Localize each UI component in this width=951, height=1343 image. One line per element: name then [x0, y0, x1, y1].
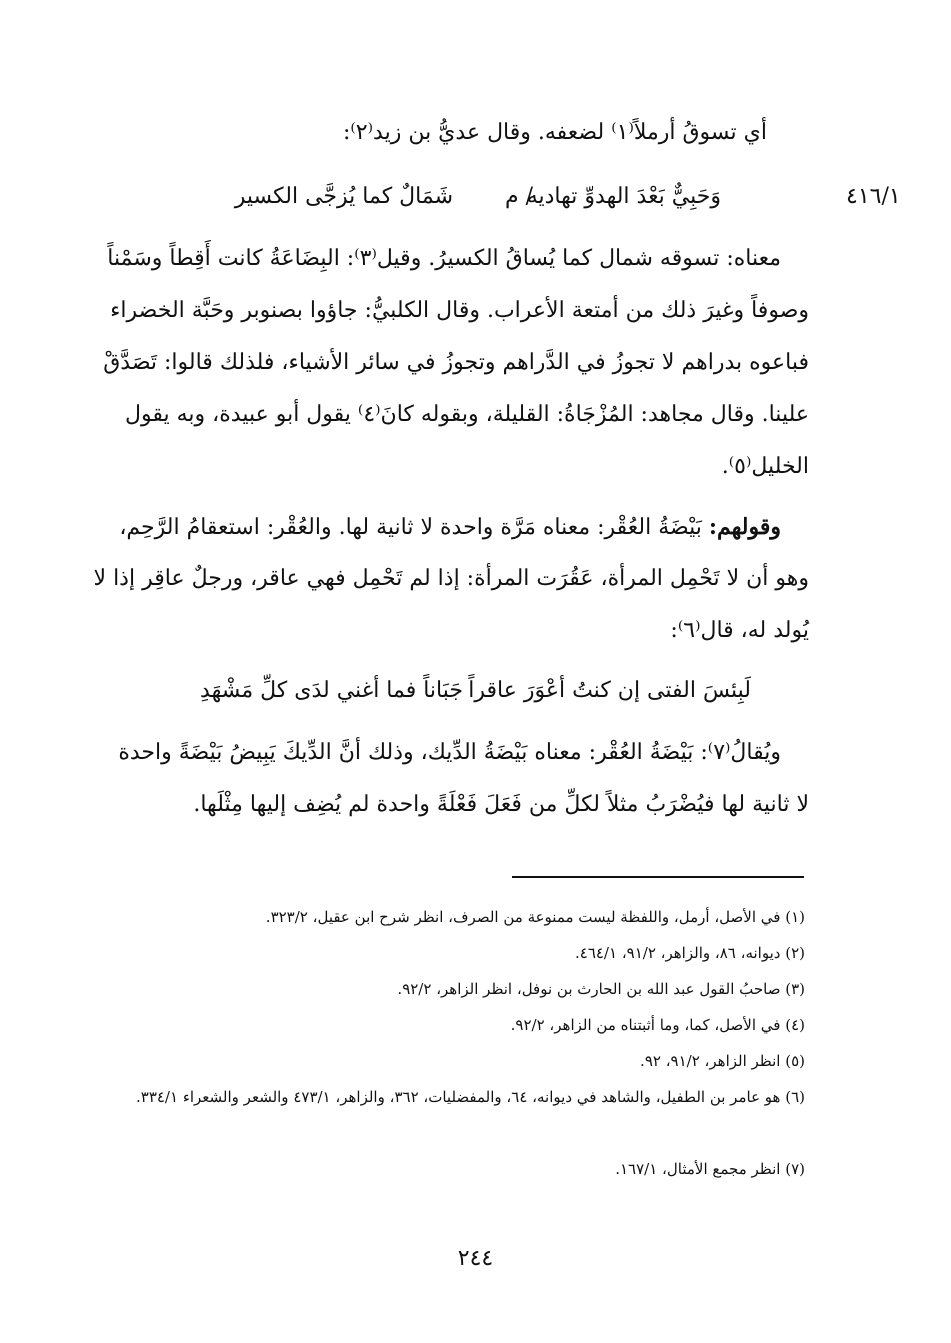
paragraph-1-line-5: الخليل⁽٥⁾.	[721, 454, 809, 479]
verse-1-first-hemistich: وَحَبِيٌّ بَعْدَ الهدوِّ تهاديه	[526, 184, 721, 209]
paragraph-2-line-2: وهو أن لا تَحْمِل المرأة، عَقُرَت المرأة: إذا لم تَحْمِل فهي عاقر، ورجلٌ عاقِر إذا لا	[93, 566, 809, 591]
footnote-1: (١) في الأصل، أرمل، واللفظة ليست ممنوعة من الصرف، انظر شرح ابن عقيل، ٣٢٣/٢.	[265, 908, 805, 926]
paragraph-1-line-4: علينا. وقال مجاهد: المُزْجَاةُ: القليلة، وبقوله كانَ⁽٤⁾ يقول أبو عبيدة، وبه يقول	[125, 402, 809, 427]
paragraph-2-lead-word: وقولهم:	[708, 514, 781, 540]
footnote-6: (٦) هو عامر بن الطفيل، والشاهد في ديوانه، ٦٤، والمفضليات، ٣٦٢، والزاهر، ٤٧٣/١ والشعر والشعراء ٣٣٤/١.	[135, 1088, 805, 1106]
paragraph-2-line-3: يُولد له، قال⁽٦⁾:	[670, 618, 809, 643]
paragraph-1-line-2: وصوفاً وغيرَ ذلك من أمتعة الأعراب. وقال الكلبيُّ: جاؤوا بصنوبر وحَبَّة الخضراء	[110, 298, 809, 323]
footnote-7: (٧) انظر مجمع الأمثال، ١٦٧/١.	[615, 1160, 805, 1178]
paragraph-2-line-1-rest: بَيْضَةُ العُقْر: معناه مَرَّة واحدة لا ثانية لها. والعُقْر: استعقامُ الرَّحِم،	[119, 515, 702, 540]
paragraph-1-line-3: فباعوه بدراهم لا تجوزُ في الدَّراهم وتجوزُ في سائر الأشياء، فلذلك قالوا: تَصَدَّقْ	[103, 350, 809, 375]
footnote-5: (٥) انظر الزاهر، ٩١/٢، ٩٢.	[640, 1052, 805, 1070]
footnote-2: (٢) ديوانه، ٨٦، والزاهر، ٩١/٢، ٤٦٤/١.	[574, 944, 805, 962]
paragraph-3-line-2: لا ثانية لها فيُضْرَبُ مثلاً لكلِّ من فَعَلَ فَعْلَةً واحدة لم يُضِف إليها مِثْلَها.	[193, 792, 809, 817]
verse-2-second-hemistich: جَبَاناً فما أغني لدَى كلِّ مَشْهَدِ	[200, 678, 463, 703]
paragraph-2-line-1	[119, 512, 781, 543]
footnote-4: (٤) في الأصل، كما، وما أثبتناه من الزاهر، ٩٢/٢.	[510, 1016, 805, 1034]
verse-1-second-hemistich: شَمَالٌ كما يُزجَّى الكسير	[234, 184, 453, 209]
verse-1-separator: / م	[504, 184, 533, 209]
page-number: ٢٤٤	[457, 1246, 494, 1271]
verse-2-first-hemistich: لَبِئسَ الفتى إن كنتُ أعْوَرَ عاقراً	[468, 678, 751, 703]
paragraph-3-line-1: ويُقالُ⁽٧⁾: بَيْضَةُ العُقْر: معناه بَيْضَةُ الدِّيك، وذلك أنَّ الدِّيكَ يَبِيضُ بَيْضَةً واحدة	[118, 740, 781, 765]
margin-reference: ٤١٦/١	[846, 184, 901, 209]
intro-line: أي تسوقُ أرملاً⁽١⁾ لضعفه. وقال عديُّ بن زيد⁽٢⁾:	[342, 120, 767, 145]
footnote-3: (٣) صاحبُ القول عبد الله بن الحارث بن نوفل، انظر الزاهر، ٩٢/٢.	[397, 980, 805, 998]
paragraph-1-line-1: معناه: تسوقه شمال كما يُساقُ الكسيرُ. وقيل⁽٣⁾: البِضَاعَةُ كانت أَقِطاً وسَمْناً	[107, 246, 781, 271]
footnote-separator	[512, 876, 804, 878]
